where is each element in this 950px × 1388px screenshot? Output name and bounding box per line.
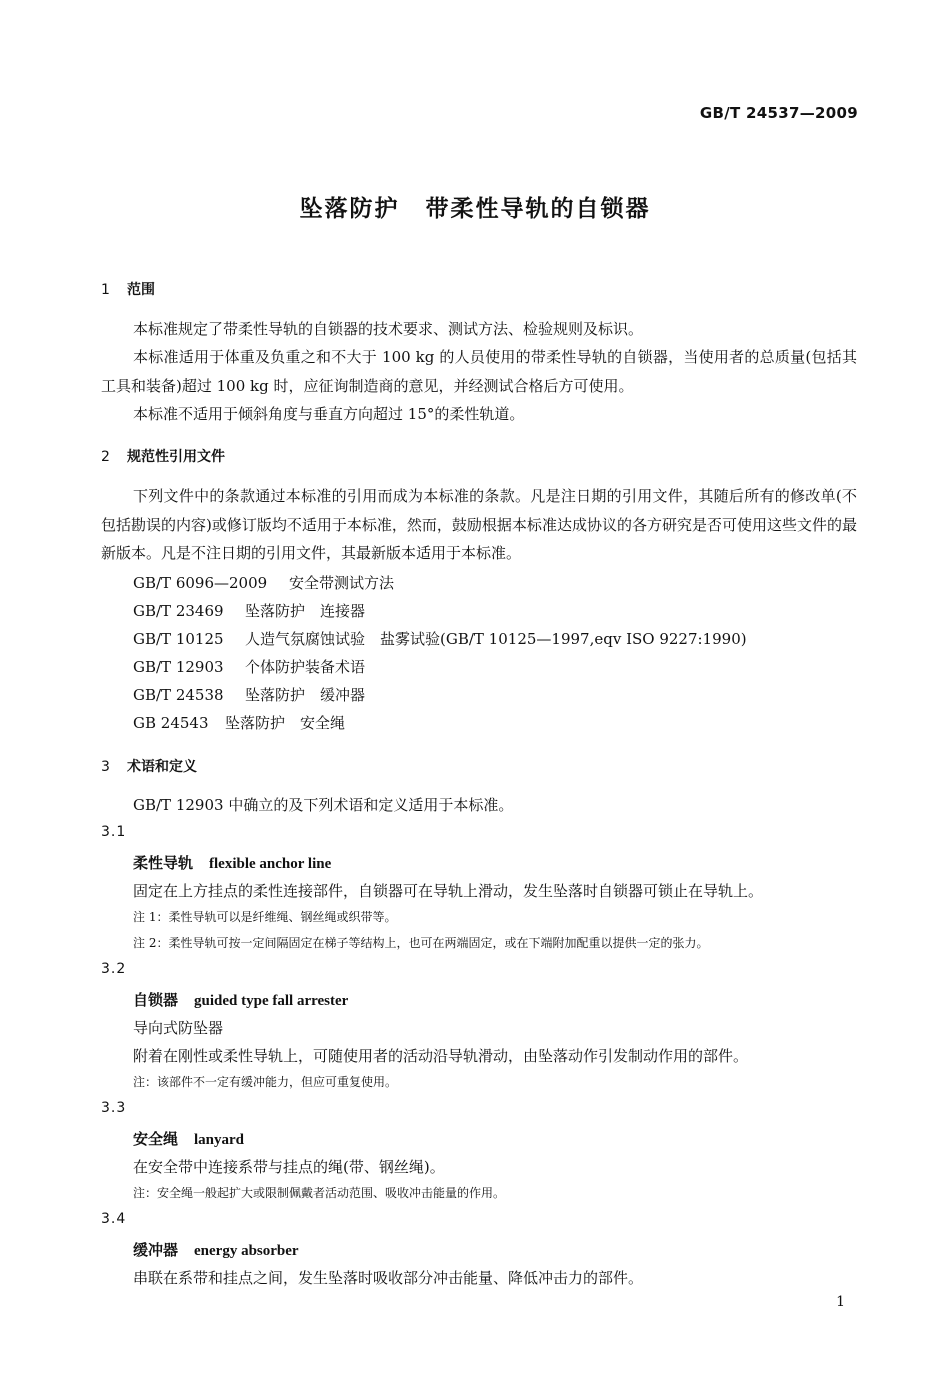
section-1-para-1: 本标准规定了带柔性导轨的自锁器的技术要求、测试方法、检验规则及标识。 — [133, 320, 644, 338]
ref-item: GB/T 23469 坠落防护 连接器 — [133, 602, 366, 620]
term-3-3-note: 注：安全绳一般起扩大或限制佩戴者活动范围、吸收冲击能量的作用。 — [133, 1186, 506, 1200]
ref-item: GB/T 12903 个体防护装备术语 — [133, 658, 366, 676]
section-1-heading: 1 范围 — [101, 282, 155, 298]
page-number: 1 — [836, 1294, 845, 1310]
term-3-2-note: 注：该部件不一定有缓冲能力，但应可重复使用。 — [133, 1075, 398, 1089]
standard-number: GB/T 24537—2009 — [699, 104, 858, 122]
term-3-2-alt-name: 导向式防坠器 — [133, 1019, 224, 1037]
title-part-2: 带柔性导轨的自锁器 — [425, 196, 651, 222]
section-1-para-2: 本标准适用于体重及负重之和不大于 100 kg 的人员使用的带柔性导轨的自锁器，当使用者的总质量(包括其工具和装备)超过 100 kg 时，应征询制造商的意见，并经测试合格后方可使用。 — [101, 348, 857, 395]
term-3-2-number: 3.2 — [101, 961, 127, 977]
section-2-heading: 2 规范性引用文件 — [101, 449, 225, 465]
ref-item: GB/T 24538 坠落防护 缓冲器 — [133, 686, 366, 704]
term-3-4-definition: 串联在系带和挂点之间，发生坠落时吸收部分冲击能量、降低冲击力的部件。 — [133, 1269, 644, 1287]
ref-item: GB/T 6096—2009 安全带测试方法 — [133, 574, 395, 592]
term-3-4-number: 3.4 — [101, 1211, 127, 1227]
term-3-1-title: 柔性导轨 flexible anchor line — [133, 854, 332, 872]
term-3-2-title: 自锁器 guided type fall arrester — [133, 991, 349, 1009]
section-3-heading: 3 术语和定义 — [101, 759, 197, 775]
ref-item: GB 24543 坠落防护 安全绳 — [133, 714, 346, 732]
title-part-1: 坠落防护 — [299, 196, 400, 222]
term-3-1-note-1: 注 1：柔性导轨可以是纤维绳、钢丝绳或织带等。 — [133, 910, 397, 924]
term-3-1-definition: 固定在上方挂点的柔性连接部件，自锁器可在导轨上滑动，发生坠落时自锁器可锁止在导轨上。 — [133, 882, 764, 900]
term-3-1-number: 3.1 — [101, 824, 127, 840]
term-3-4-title: 缓冲器 energy absorber — [133, 1241, 299, 1259]
term-3-1-note-2: 注 2：柔性导轨可按一定间隔固定在梯子等结构上，也可在两端固定，或在下端附加配重以提供一定的张力。 — [133, 936, 709, 950]
ref-item: GB/T 10125 人造气氛腐蚀试验 盐雾试验(GB/T 10125—1997,eqv ISO 9227:1990) — [133, 630, 747, 648]
term-3-3-number: 3.3 — [101, 1100, 127, 1116]
section-2-para-1: 下列文件中的条款通过本标准的引用而成为本标准的条款。凡是注日期的引用文件，其随后所有的修改单(不包括勘误的内容)或修订版均不适用于本标准，然而，鼓励根据本标准达成协议的各方研究是否可使用这些文件的最新版本。凡是不注日期的引用文件，其最新版本适用于本标准。 — [101, 487, 857, 562]
section-3-intro: GB/T 12903 中确立的及下列术语和定义适用于本标准。 — [133, 796, 514, 814]
term-3-3-title: 安全绳 lanyard — [133, 1130, 245, 1148]
term-3-2-definition: 附着在刚性或柔性导轨上，可随使用者的活动沿导轨滑动，由坠落动作引发制动作用的部件。 — [133, 1047, 749, 1065]
section-1-para-3: 本标准不适用于倾斜角度与垂直方向超过 15°的柔性轨道。 — [133, 405, 525, 423]
term-3-3-definition: 在安全带中连接系带与挂点的绳(带、钢丝绳)。 — [133, 1158, 445, 1176]
document-title — [0, 190, 950, 223]
